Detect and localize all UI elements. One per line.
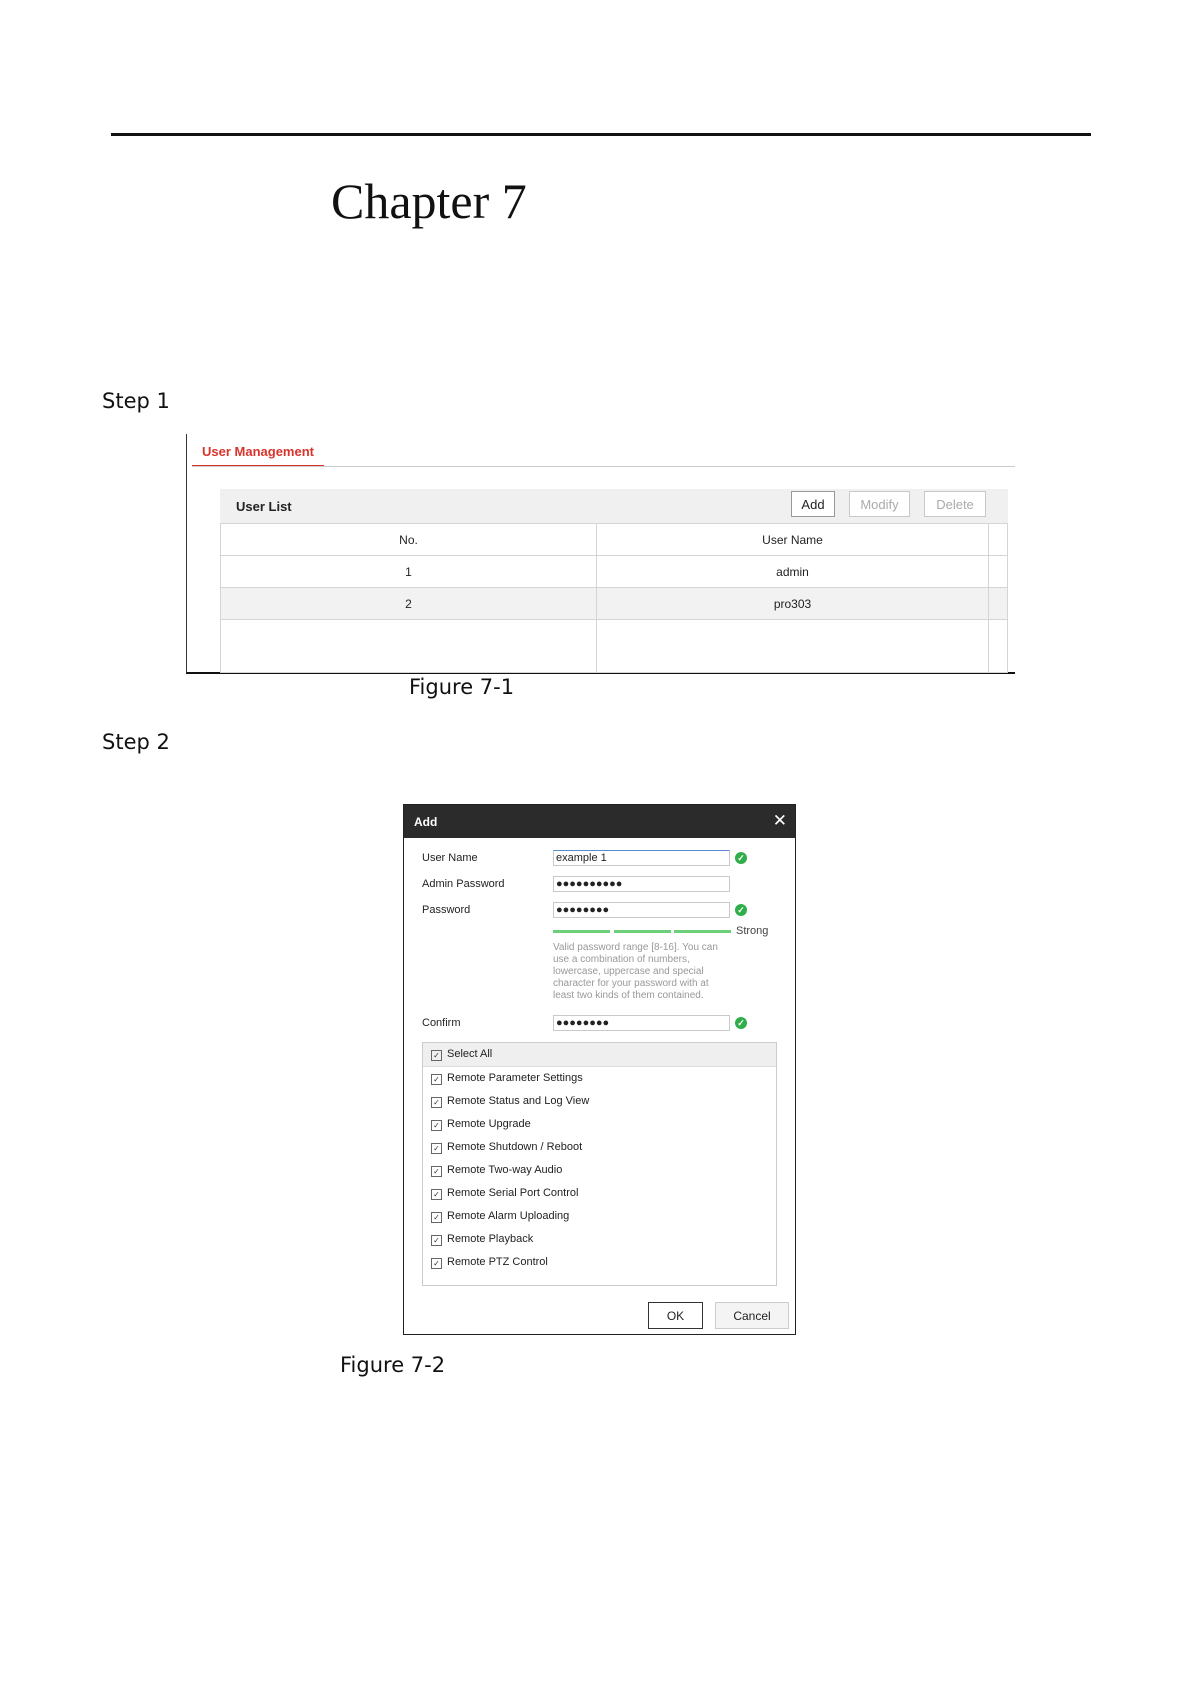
permission-checkbox[interactable] [431,1118,531,1131]
user-name-label: User Name [422,852,478,864]
user-management-figure [186,434,1015,674]
permission-checkbox[interactable] [431,1233,533,1246]
cell-no: 2 [221,588,597,620]
permission-label: Remote Playback [447,1233,534,1245]
strength-bar-segment [614,930,671,933]
dialog-title: Add [414,815,438,829]
permission-label: Remote Shutdown / Reboot [447,1141,583,1153]
figure-1-caption: Figure 7-1 [409,675,515,699]
delete-button[interactable]: Delete [924,491,986,517]
confirm-input[interactable]: ●●●●●●●● [553,1015,730,1031]
permission-checkbox[interactable] [431,1095,589,1108]
strength-bar-segment [553,930,610,933]
user-list-toolbar [220,489,1008,523]
check-circle-icon: ✓ [735,852,747,864]
user-list-table [220,523,1008,673]
password-label: Password [422,904,471,916]
permission-label: Remote Two-way Audio [447,1164,563,1176]
cancel-button[interactable]: Cancel [715,1302,789,1329]
add-user-dialog [403,804,796,1335]
checkbox-checked-icon: ✓ [431,1212,442,1223]
permission-list [422,1042,777,1286]
checkbox-checked-icon: ✓ [431,1258,442,1269]
cell-spacer [989,588,1008,620]
checkbox-checked-icon: ✓ [431,1074,442,1085]
permission-label: Remote Parameter Settings [447,1072,583,1084]
checkbox-checked-icon: ✓ [431,1097,442,1108]
modify-button[interactable]: Modify [849,491,910,517]
permission-label: Remote Alarm Uploading [447,1210,570,1222]
checkbox-checked-icon: ✓ [431,1050,442,1061]
password-strength-label: Strong [736,925,769,937]
dialog-header [404,805,795,838]
checkbox-checked-icon: ✓ [431,1143,442,1154]
chapter-title: Chapter 7 [331,173,527,229]
password-input[interactable]: ●●●●●●●● [553,902,730,918]
checkbox-checked-icon: ✓ [431,1166,442,1177]
select-all-checkbox[interactable]: ✓ Select All [431,1048,492,1061]
checkbox-checked-icon: ✓ [431,1235,442,1246]
chapter-rule [111,133,1091,136]
strength-bar-segment [674,930,731,933]
tab-user-management[interactable]: User Management [192,444,324,467]
user-name-input[interactable]: example 1 [553,850,730,866]
step-2-label: Step 2 [102,730,170,754]
tab-divider [192,466,1015,467]
permission-checkbox[interactable] [431,1187,578,1200]
select-all-row [423,1043,776,1067]
permission-label: Remote Status and Log View [447,1095,590,1107]
permission-label: Remote PTZ Control [447,1256,548,1268]
column-header-spacer [989,524,1008,556]
column-header-no: No. [221,524,597,556]
column-header-user-name: User Name [597,524,989,556]
table-row-empty [221,620,1008,673]
cell-user-name: pro303 [597,588,989,620]
table-row[interactable] [221,556,1008,588]
check-circle-icon: ✓ [735,1017,747,1029]
checkbox-checked-icon: ✓ [431,1189,442,1200]
admin-password-label: Admin Password [422,878,505,890]
table-row[interactable] [221,588,1008,620]
permission-checkbox[interactable] [431,1072,583,1085]
permission-label: Remote Upgrade [447,1118,531,1130]
ok-button[interactable]: OK [648,1302,703,1329]
password-hint: Valid password range [8-16]. You can use a combination of numbers, lowercase, uppercase and special character for your password with at least two kinds of them contained. [553,942,718,1001]
permission-checkbox[interactable] [431,1210,569,1223]
add-button[interactable]: Add [791,491,835,517]
admin-password-input[interactable]: ●●●●●●●●●● [553,876,730,892]
figure-2-caption: Figure 7-2 [340,1353,446,1377]
cell-user-name: admin [597,556,989,588]
step-1-label: Step 1 [102,389,170,413]
user-list-title: User List [236,499,292,514]
checkbox-checked-icon: ✓ [431,1120,442,1131]
check-circle-icon: ✓ [735,904,747,916]
permission-checkbox[interactable] [431,1164,562,1177]
close-icon[interactable]: ✕ [772,811,787,830]
cell-no: 1 [221,556,597,588]
permission-checkbox[interactable] [431,1256,548,1269]
cell-spacer [989,556,1008,588]
permission-label: Remote Serial Port Control [447,1187,579,1199]
permission-checkbox[interactable] [431,1141,582,1154]
confirm-label: Confirm [422,1017,461,1029]
